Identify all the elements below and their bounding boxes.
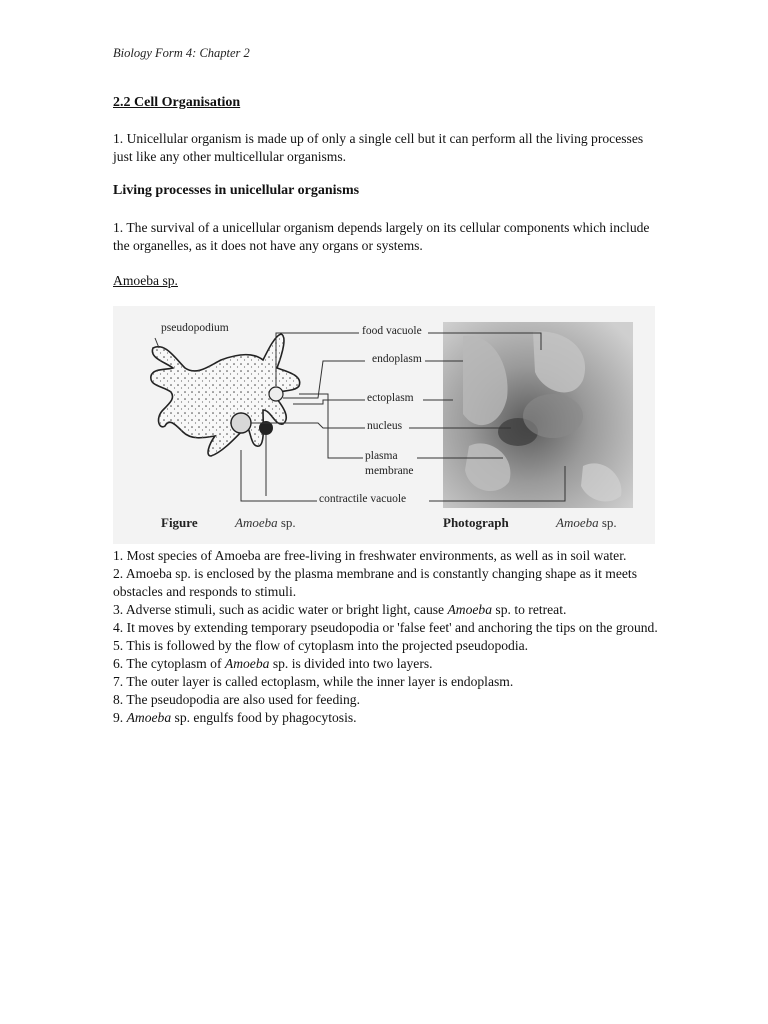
nucleus-shape [231, 413, 251, 433]
amoeba-figure [113, 306, 655, 544]
label-contractile-vacuole: contractile vacuole [319, 493, 407, 505]
section-title: 2.2 Cell Organisation [113, 95, 241, 110]
fact-item: 2. Amoeba sp. is enclosed by the plasma membrane and is constantly changing shape as it meets obstacles and responds to stimuli. [113, 566, 637, 599]
figure-caption-species: Amoeba sp. [235, 515, 296, 530]
label-food-vacuole: food vacuole [362, 325, 422, 337]
running-header: Biology Form 4: Chapter 2 [113, 46, 250, 60]
fact-item: 5. This is followed by the flow of cytoplasm into the projected pseudopodia. [113, 638, 529, 653]
survival-paragraph: 1. The survival of a unicellular organism depends largely on its cellular components which include the organelles, as it does not have any organs or systems. [113, 220, 650, 253]
label-pseudopodium: pseudopodium [161, 322, 229, 334]
amoeba-drawing [151, 334, 300, 456]
photograph-caption-species: Amoeba sp. [556, 515, 617, 530]
fact-item: 7. The outer layer is called ectoplasm, while the inner layer is endoplasm. [113, 674, 514, 689]
fact-item: 6. The cytoplasm of Amoeba sp. is divided into two layers. [113, 656, 433, 671]
fact-item: 1. Most species of Amoeba are free-living in freshwater environments, as well as in soil water. [113, 548, 627, 563]
fact-item: 4. It moves by extending temporary pseudopodia or 'false feet' and anchoring the tips on the ground. [113, 620, 658, 635]
living-processes-heading: Living processes in unicellular organisms [113, 183, 360, 198]
intro-paragraph: 1. Unicellular organism is made up of only a single cell but it can perform all the living processes just like any other multicellular organisms. [113, 131, 644, 164]
label-membrane: membrane [365, 465, 414, 477]
label-nucleus: nucleus [367, 420, 403, 432]
figure-caption-label: Figure [161, 515, 198, 530]
amoeba-facts-list [113, 547, 658, 727]
photograph-caption-label: Photograph [443, 515, 509, 530]
label-plasma: plasma [365, 450, 398, 462]
label-ectoplasm: ectoplasm [367, 392, 414, 404]
amoeba-photograph [443, 322, 633, 508]
amoeba-subheading: Amoeba sp. [113, 273, 178, 288]
label-endoplasm: endoplasm [372, 353, 422, 365]
fact-item: 3. Adverse stimuli, such as acidic water or bright light, cause Amoeba sp. to retreat. [113, 602, 567, 617]
fact-item: 9. Amoeba sp. engulfs food by phagocytosis. [113, 710, 357, 725]
food-vacuole-shape [269, 387, 283, 401]
fact-item: 8. The pseudopodia are also used for feeding. [113, 692, 361, 707]
